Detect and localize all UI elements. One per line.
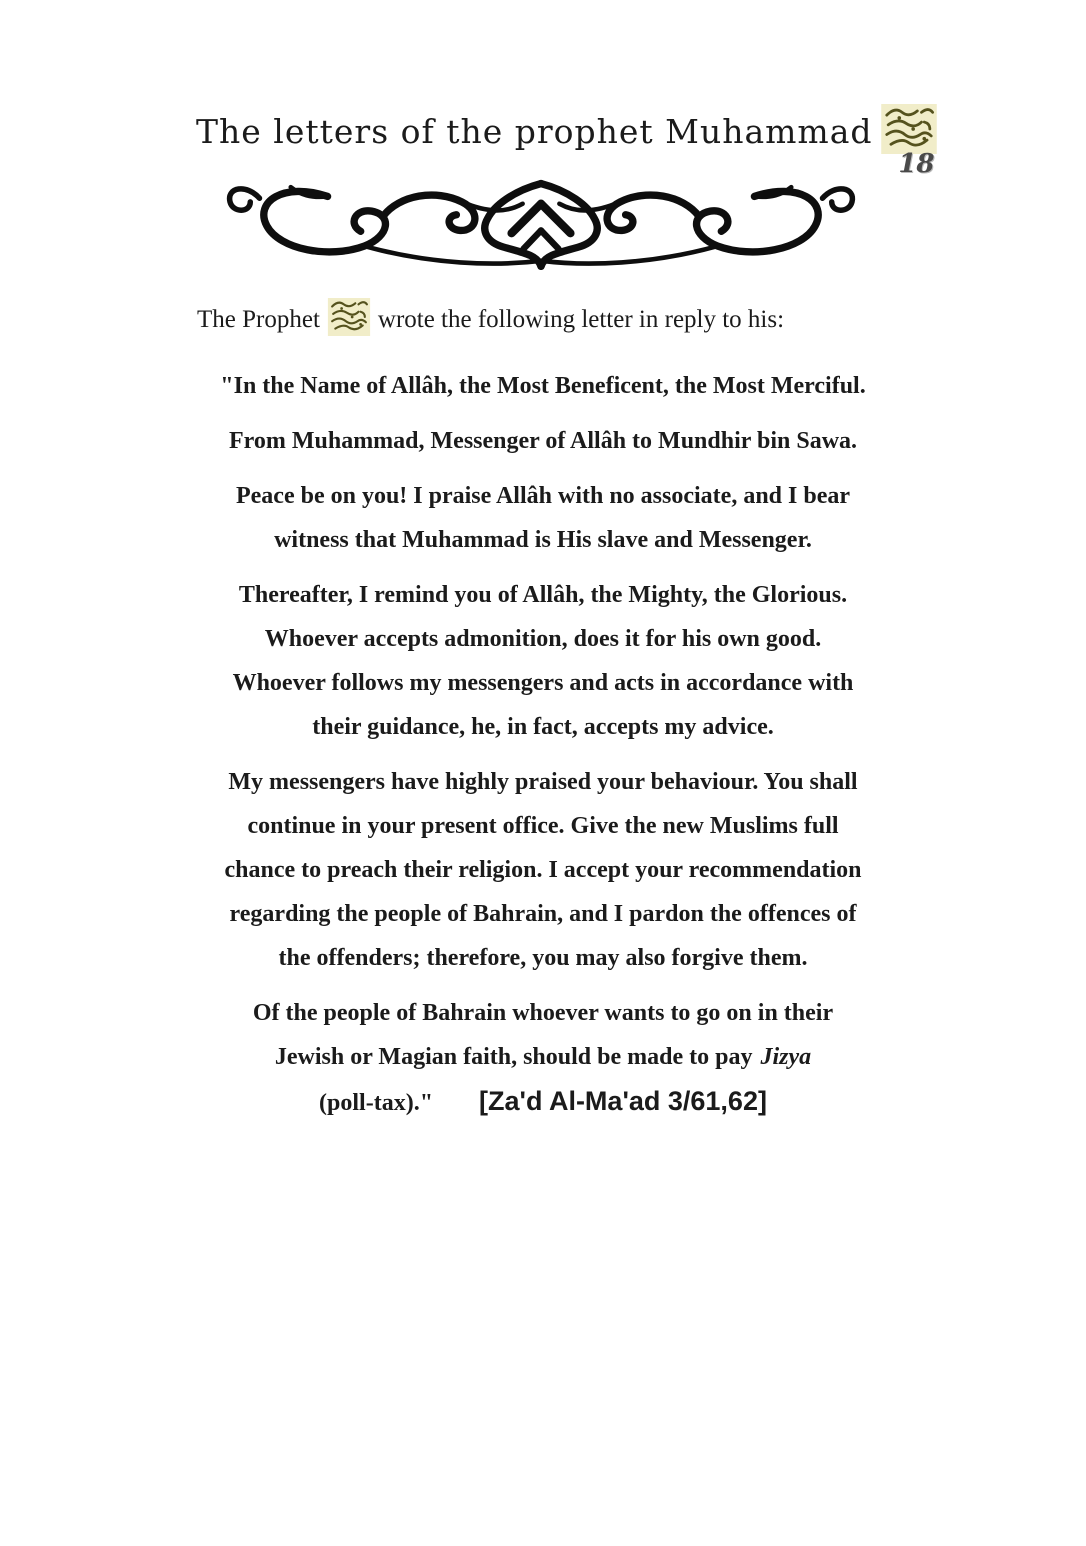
intro-text-after: wrote the following letter in reply to his:	[377, 306, 785, 333]
letter-line: Of the people of Bahrain whoever wants to go on in their	[252, 1000, 834, 1026]
letter-line: My messengers have highly praised your behaviour. You shall	[228, 769, 858, 795]
letter-body	[195, 364, 891, 1125]
letter-line: Whoever follows my messengers and acts in accordance with	[232, 670, 854, 696]
page-title: The letters of the prophet Muhammad	[196, 112, 873, 151]
jizya-italic-term: Jizya	[760, 1044, 812, 1070]
pbuh-calligraphy-icon	[881, 104, 937, 154]
letter-line: chance to preach their religion. I accept your recommendation	[224, 857, 862, 883]
letter-line: witness that Muhammad is His slave and Messenger.	[274, 527, 812, 553]
letter-line	[195, 1035, 891, 1079]
jizya-line-text: Jewish or Magian faith, should be made to pay	[274, 1044, 753, 1070]
citation-text: [Za'd Al-Ma'ad 3/61,62]	[479, 1086, 767, 1116]
intro-line	[197, 298, 1086, 338]
closing-text: (poll-tax)."	[319, 1090, 434, 1116]
paragraph-reminder	[195, 573, 891, 749]
letter-line: the offenders; therefore, you may also forgive them.	[278, 945, 808, 971]
title-row	[196, 104, 1086, 179]
letter-line: From Muhammad, Messenger of Allâh to Mundhir bin Sawa.	[228, 428, 858, 454]
paragraph-jizya	[195, 991, 891, 1125]
title-badge	[881, 104, 937, 177]
paragraph-greeting	[195, 474, 891, 562]
letter-line: Whoever accepts admonition, does it for his own good.	[264, 626, 822, 652]
letter-line: "In the Name of Allâh, the Most Beneficent, the Most Merciful.	[220, 373, 866, 399]
closing-line	[195, 1079, 891, 1125]
letter-line: Thereafter, I remind you of Allâh, the Mighty, the Glorious.	[238, 582, 848, 608]
letter-line: regarding the people of Bahrain, and I pardon the offences of	[229, 901, 857, 927]
paragraph-praise	[195, 760, 891, 980]
letter-line: continue in your present office. Give the new Muslims full	[247, 813, 839, 839]
paragraph-basmala	[195, 364, 891, 408]
pbuh-calligraphy-icon	[327, 298, 371, 336]
letter-line: their guidance, he, in fact, accepts my advice.	[312, 714, 774, 740]
letter-line: Peace be on you! I praise Allâh with no associate, and I bear	[235, 483, 850, 509]
page-number: 18	[898, 149, 935, 179]
paragraph-sender	[195, 419, 891, 463]
intro-text-before: The Prophet	[197, 306, 320, 333]
calligraphic-divider-icon	[193, 178, 889, 270]
